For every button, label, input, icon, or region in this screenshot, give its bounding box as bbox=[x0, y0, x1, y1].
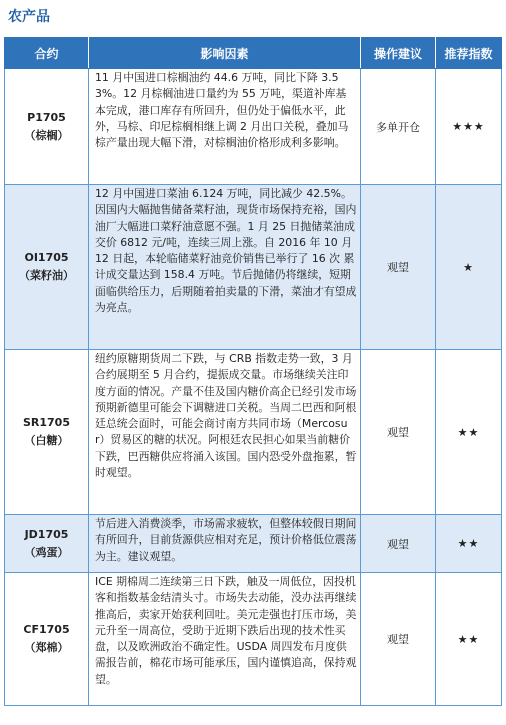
contract-code: CF1705 bbox=[23, 623, 70, 636]
contract-name: （郑棉） bbox=[24, 641, 69, 654]
table-row bbox=[5, 69, 502, 185]
factors-cell: 纽约原糖期货周二下跌，与 CRB 指数走势一致，3 月合约展期至 5 月合约，提振成交量。市场继续关注印度方面的情况。产量不佳及国内糖价高企已经引发市场预期新德里可能会下调糖进口关税。当周二巴西和阿根廷总统会面时，可能会商讨南方共同市场（Mercosur）贸易区的糖的状况。阿根廷农民担心如果当前糖价下跌，巴西糖供应将涌入该国。国内恐受外盘拖累，暂时观望。 bbox=[89, 350, 361, 515]
contract-name: （棕榈） bbox=[24, 128, 69, 142]
section-title: 农产品 bbox=[8, 9, 50, 25]
factors-cell: 节后进入消费淡季，市场需求疲软，但整体较假日期间有所回升，目前货源供应相对充足，预计价格低位震荡为主。建议观望。 bbox=[89, 515, 361, 573]
contract-cell bbox=[5, 573, 89, 706]
contract-code: JD1705 bbox=[24, 527, 69, 541]
factors-cell: ICE 期棉周二连续第三日下跌，触及一周低位，因投机客和指数基金结清头寸。市场失去动能，没办法再继续推高后，卖家开始获利回吐。美元走强也打压市场，美元升至一周高位，受助于近期下跌后出现的技术性买盘，以及欧洲政治不确定性。USDA 周四发布月度供需报告前，棉花市场可能承压，国内谨慎追高，保持观望。 bbox=[89, 573, 361, 706]
contract-name: （鸡蛋） bbox=[24, 545, 69, 559]
advice-cell: 多单开仓 bbox=[361, 69, 436, 185]
contract-name: （菜籽油） bbox=[19, 269, 74, 282]
table-row bbox=[5, 350, 502, 515]
factors-cell: 11 月中国进口棕榈油约 44.6 万吨，同比下降 3.53%。12 月棕榈油进口量约为 55 万吨，渠道补库基本完成，港口库存有所回升，但仍处于偏低水平，此外，马棕、印尼棕榈相继上调 2 月出口关税，叠加马棕产量出现大幅下滑，对棕榈油价格形成利多影响。 bbox=[89, 69, 361, 185]
contract-cell bbox=[5, 69, 89, 185]
rating-stars: ★★★ bbox=[436, 69, 502, 185]
table-row bbox=[5, 573, 502, 706]
contract-code: P1705 bbox=[27, 110, 66, 124]
rating-stars: ★ bbox=[436, 185, 502, 350]
table-row bbox=[5, 185, 502, 350]
contract-code: SR1705 bbox=[22, 416, 70, 429]
contract-cell bbox=[5, 515, 89, 573]
header-index: 推荐指数 bbox=[436, 38, 502, 69]
rating-stars: ★★ bbox=[436, 350, 502, 515]
advice-cell: 观望 bbox=[361, 350, 436, 515]
table-header-row bbox=[5, 38, 502, 69]
rating-stars: ★★ bbox=[436, 573, 502, 706]
advice-cell: 观望 bbox=[361, 573, 436, 706]
factors-cell: 12 月中国进口菜油 6.124 万吨，同比减少 42.5%。因国内大幅抛售储备菜籽油，现货市场保持充裕，国内油厂大幅进口菜籽油意愿不强。1 月 25 日抛储菜油成交价 6812 元/吨，连续三周上涨。自 2016 年 10 月 12 日起，本轮临储菜籽油竞价销售已举行了 16 次 累计成交量达到 158.4 万吨。节后抛储仍将继续，短期面临供给压力，后期随着拍卖量的下滑，菜油才有望成为亮点。 bbox=[89, 185, 361, 350]
advice-cell: 观望 bbox=[361, 515, 436, 573]
advice-cell: 观望 bbox=[361, 185, 436, 350]
contract-code: OI1705 bbox=[24, 251, 69, 264]
agri-products-table bbox=[4, 37, 502, 706]
header-contract: 合约 bbox=[5, 38, 89, 69]
rating-stars: ★★ bbox=[436, 515, 502, 573]
contract-cell bbox=[5, 350, 89, 515]
contract-name: （白糖） bbox=[24, 434, 69, 447]
header-advice: 操作建议 bbox=[361, 38, 436, 69]
table-row bbox=[5, 515, 502, 573]
contract-cell bbox=[5, 185, 89, 350]
header-factors: 影响因素 bbox=[89, 38, 361, 69]
